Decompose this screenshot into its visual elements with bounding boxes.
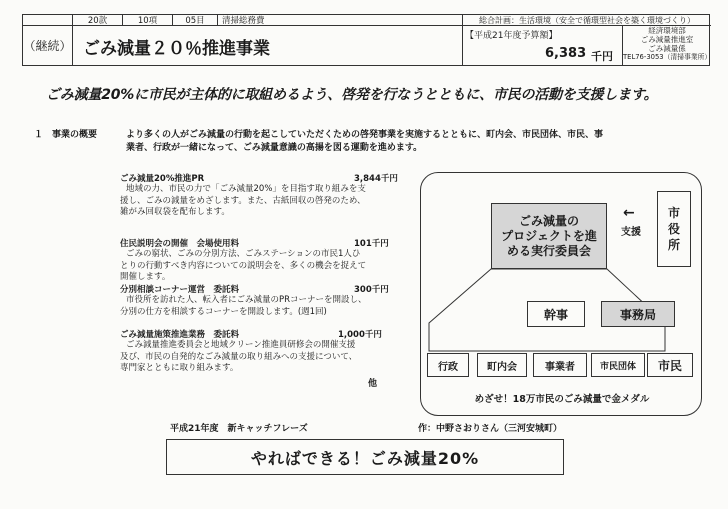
item-consult-line: 分別の仕方を相談するコーナーを開設します。(週1回) <box>120 306 327 317</box>
header-moku: 05目 <box>173 15 218 26</box>
item-briefing-line: とりの行動すべき内容についての説明会を、多くの機会を捉えて <box>120 260 367 271</box>
city-hall-text: 市 役 所 <box>667 206 680 252</box>
overview-line2: 業者、行政が一緒になって、ごみ減量意識の高揚を図る運動を進めます。 <box>126 143 423 153</box>
item-policy-line: 及び、市民の自発的なごみ減量の取り組みへの支援について、 <box>120 351 358 362</box>
member-shimin-dantai <box>591 353 645 377</box>
catchphrase-label: 平成21年度 新キャッチフレーズ <box>170 424 308 434</box>
member-jigyosha-label: 事業者 <box>545 361 575 373</box>
member-chonaikai <box>477 353 527 377</box>
header-kou: 10項 <box>123 15 173 26</box>
committee-text: ごみ減量の プロジェクトを進 める実行委員会 <box>501 213 597 258</box>
dept-line4: TEL76-3053（清掃事業所） <box>623 53 712 61</box>
catchphrase-box <box>166 439 564 475</box>
item-pr-line: 雑がみ回収袋を配布します。 <box>120 207 230 217</box>
item-pr-line: 援し、ごみの減量をめざします。また、古紙回収の啓発のため、 <box>120 195 366 206</box>
secretary-box <box>527 301 585 327</box>
member-gyosei <box>427 353 469 377</box>
member-chonaikai-label: 町内会 <box>487 361 517 373</box>
header-table <box>22 14 710 66</box>
item-policy-line: 専門家とともに取り組みます。 <box>120 363 239 373</box>
item-consult-line: 市役所を訪れた人、転入者にごみ減量のPRコーナーを開設し、 <box>126 295 367 305</box>
member-shimin-label: 市民 <box>657 358 682 373</box>
office-box <box>601 301 675 327</box>
item-briefing-line: 開催します。 <box>120 272 171 282</box>
city-hall-box <box>657 191 691 267</box>
catchphrase-author: 作：中野さおりさん（三河安城町） <box>418 424 563 434</box>
support-arrow: ← <box>623 205 635 221</box>
dept-line2: ごみ減量推進室 <box>640 35 694 44</box>
page-title: ごみ減量２０％推進事業 <box>73 26 463 66</box>
item-pr-amount: 3,844千円 <box>354 174 398 184</box>
header-cell-blank <box>23 15 73 26</box>
item-pr-line: 地域の力、市民の力で「ごみ減量20%」を目指す取り組みを支 <box>126 184 366 194</box>
member-gyosei-label: 行政 <box>438 361 458 373</box>
secretary-text: 幹事 <box>543 307 568 322</box>
item-consult-title: 分別相談コーナー運営 委託料 <box>120 285 240 295</box>
member-jigyosha <box>533 353 587 377</box>
item-briefing-line: ごみの窮状、ごみの分別方法、ごみステーションの市民1人ひ <box>126 249 361 259</box>
catchphrase-text: やればできる！ごみ減量20% <box>250 448 480 468</box>
overview-line1: より多くの人がごみ減量の行動を起こしていただくための啓発事業を実施するとともに、町内会、市民団体、市民、事 <box>126 130 604 140</box>
committee-box <box>491 203 607 269</box>
budget-unit: 千円 <box>591 50 613 63</box>
member-shimin <box>647 353 693 377</box>
diagram-frame <box>420 172 702 416</box>
plan-label: 総合計画：生活環境（安全で循環型社会を築く環境づくり） <box>463 15 711 26</box>
item-policy-amount: 1,000千円 <box>338 330 382 340</box>
header-category: 清掃総務費 <box>218 15 463 26</box>
overview-label: １ 事業の概要 <box>34 130 98 140</box>
item-policy-line: ごみ減量推進委員会と地域クリーン推進員研修会の開催支援 <box>126 340 356 350</box>
item-briefing-title: 住民説明会の開催 会場使用料 <box>120 239 240 249</box>
item-briefing-amount: 101千円 <box>354 239 389 249</box>
lead-text: ごみ減量20%に市民が主体的に取組めるよう、啓発を行なうとともに、市民の活動を支援します。 <box>46 87 658 103</box>
budget-label: 【平成21年度予算額】 <box>465 31 558 41</box>
dept-line1: 経済環境部 <box>648 26 686 35</box>
budget-value: 6,383 <box>545 46 587 61</box>
dept-line3: ごみ減量係 <box>648 44 686 53</box>
item-consult-amount: 300千円 <box>354 285 389 295</box>
continued-label: （継続） <box>23 26 73 66</box>
other-mark: 他 <box>368 379 378 389</box>
office-text: 事務局 <box>619 307 656 322</box>
department-box <box>623 26 711 66</box>
support-label: 支援 <box>621 227 641 238</box>
item-pr-title: ごみ減量20%推進PR <box>120 174 205 184</box>
diagram-goal: めざせ！18万市民のごみ減量で金メダル <box>474 394 650 405</box>
member-shimin-dantai-label: 市民団体 <box>599 361 636 372</box>
item-policy-title: ごみ減量施策推進業務 委託料 <box>120 330 240 340</box>
header-kan: 20款 <box>73 15 123 26</box>
budget-box <box>463 26 623 66</box>
